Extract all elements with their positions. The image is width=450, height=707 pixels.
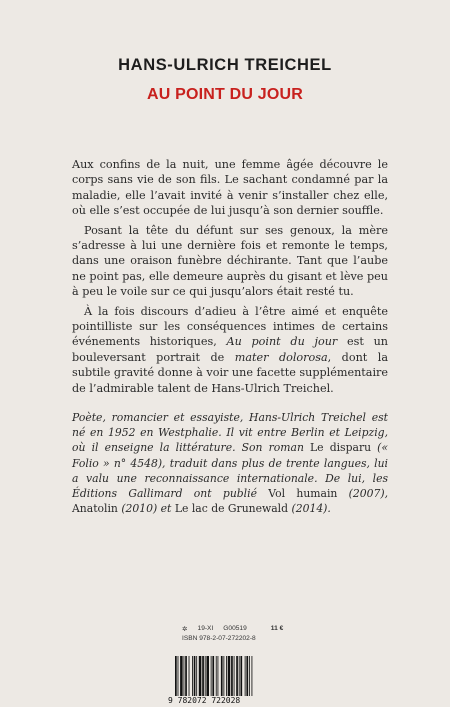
publisher-codes	[182, 625, 283, 642]
code-2: G00519	[223, 625, 247, 632]
blurb-p3-text-a: À la fois discours d’adieu à l’être aimé et enquête pointilliste sur les conséquences intimes de certains événements historiques,	[72, 304, 388, 349]
bio-title-1: Le disparu	[310, 441, 372, 455]
code-symbol: ✲	[182, 626, 188, 633]
book-title: AU POINT DU JOUR	[146, 86, 304, 103]
blurb-p3-text-c: est un bouleversant portrait de	[72, 335, 388, 364]
blurb	[72, 157, 388, 400]
blurb-paragraph-2: Posant la tête du défunt sur ses genoux, la mère s’adresse à lui une dernière fois et remonte le temps, dans une oraison funèbre déchirante. Tant que l’aube ne point pas, elle demeure auprès du gisant et lève peu à peu le voile sur ce qui jusqu’alors était resté tu.	[72, 223, 388, 299]
bio-text-2: (« Folio » n° 4548), traduit dans plus de trente langues, lui a valu une reconnaissance internationale. De lui, les Éditions Gallimard ont publié	[72, 441, 388, 501]
blurb-p3-text-e: , dont la subtile gravité donne à voir une facette supplémentaire de l’admirable talent de Hans-Ulrich Treichel.	[72, 350, 389, 395]
author-bio	[72, 410, 388, 516]
code-line	[182, 625, 283, 633]
blurb-paragraph-3	[72, 304, 388, 396]
bio-text-4: (2010) et	[117, 502, 175, 516]
isbn: ISBN 978-2-07-272202-8	[182, 635, 256, 642]
bio-text-1: Poète, romancier et essayiste, Hans-Ulrich Treichel est né en 1952 en Westphalie. Il vit entre Berlin et Leipzig, où il enseigne la littérature. Son roman	[72, 411, 388, 455]
bio-title-4: Le lac de Grunewald	[174, 502, 289, 516]
bio-title-2: Vol humain	[268, 487, 338, 501]
blurb-paragraph-1: Aux confins de la nuit, une femme âgée découvre le corps sans vie de son fils. Le sachant condamné par la maladie, elle l’avait invité à venir s’installer chez elle, où elle s’est occupée de lui jusqu’à son dernier souffle.	[72, 158, 388, 218]
blurb-p3-latin: mater dolorosa	[234, 350, 328, 364]
bio-title-3: Anatolin	[72, 502, 118, 516]
blurb-p3-title: Au point du jour	[226, 335, 338, 349]
bio-text-5: (2014).	[288, 502, 331, 516]
code-1: 19-XI	[197, 625, 214, 632]
author-name: HANS-ULRICH TREICHEL	[118, 56, 332, 74]
bio-text-3: (2007),	[337, 487, 388, 501]
barcode-digits: 9 782072 722028	[168, 696, 241, 705]
price: 11 €	[270, 625, 284, 632]
barcode-icon	[173, 656, 281, 696]
